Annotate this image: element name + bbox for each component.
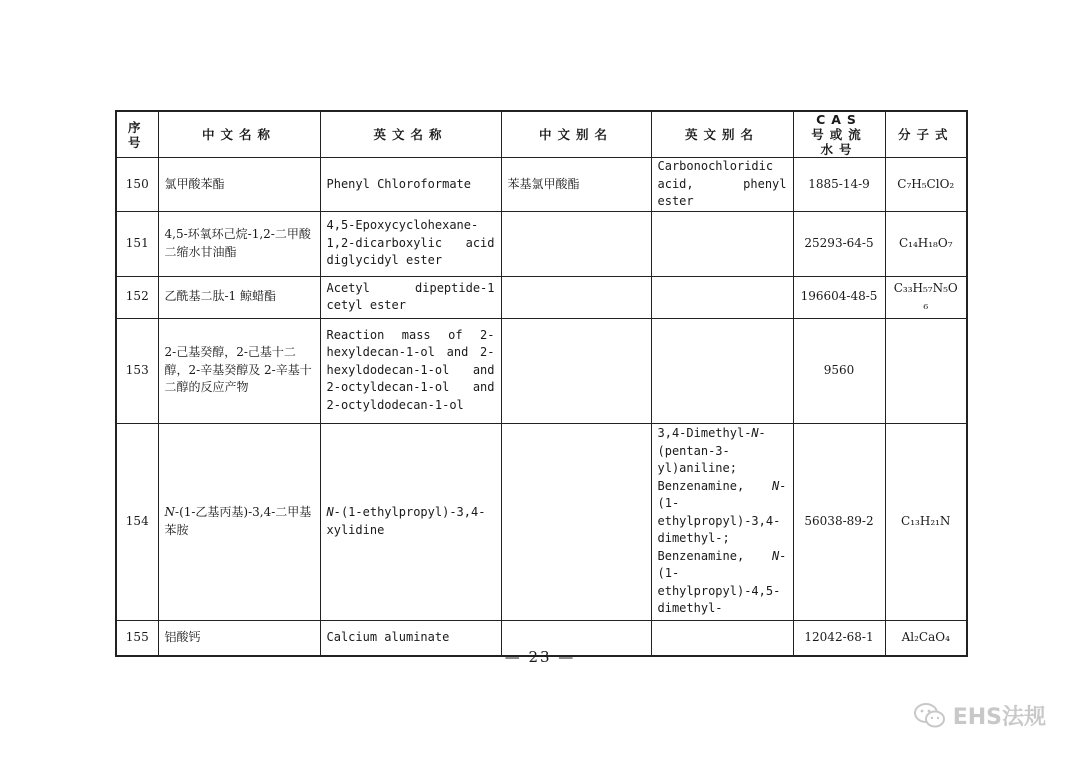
- row-zh-name: 乙酰基二肽-1 鲸蜡酯: [158, 276, 320, 318]
- row-zh-name: 4,5-环氧环己烷-1,2-二甲酸二缩水甘油酯: [158, 211, 320, 276]
- row-formula: C₁₄H₁₈O₇: [885, 211, 967, 276]
- row-cas: 1885-14-9: [793, 158, 885, 212]
- row-cas: 9560: [793, 318, 885, 423]
- row-zh-alias: 苯基氯甲酸酯: [501, 158, 651, 212]
- row-zh-name: N-(1-乙基丙基)-3,4-二甲基苯胺: [158, 423, 320, 620]
- row-en-name: Acetyl dipeptide-1 cetyl ester: [320, 276, 501, 318]
- row-zh-name: 铝酸钙: [158, 620, 320, 656]
- row-en-alias: [651, 276, 793, 318]
- header-num: 序号: [116, 111, 158, 158]
- watermark-text: EHS法规: [952, 705, 1046, 730]
- n-prefix: N-: [326, 505, 341, 519]
- table-row: [116, 423, 967, 620]
- watermark: [913, 700, 1046, 731]
- n-prefix: N-: [164, 505, 180, 519]
- row-cas: 12042-68-1: [793, 620, 885, 656]
- row-num: 155: [116, 620, 158, 656]
- row-zh-alias: [501, 423, 651, 620]
- row-cas: 56038-89-2: [793, 423, 885, 620]
- row-formula: [885, 318, 967, 423]
- table-row: [116, 276, 967, 318]
- header-formula: 分子式: [885, 111, 967, 158]
- row-formula: C₁₃H₂₁N: [885, 423, 967, 620]
- row-en-name: Phenyl Chloroformate: [320, 158, 501, 212]
- row-cas: 25293-64-5: [793, 211, 885, 276]
- row-num: 151: [116, 211, 158, 276]
- row-en-name: N-(1-ethylpropyl)-3,4-xylidine: [320, 423, 501, 620]
- row-formula: C₇H₅ClO₂: [885, 158, 967, 212]
- row-en-alias: [651, 318, 793, 423]
- row-cas: 196604-48-5: [793, 276, 885, 318]
- row-num: 152: [116, 276, 158, 318]
- row-en-name: 4,5-Epoxycyclohexane-1,2-dicarboxylic acid diglycidyl ester: [320, 211, 501, 276]
- row-formula: C₃₃H₅₇N₅O₆: [885, 276, 967, 318]
- row-zh-alias: [501, 211, 651, 276]
- row-formula: Al₂CaO₄: [885, 620, 967, 656]
- header-en-alias: 英文别名: [651, 111, 793, 158]
- row-en-alias: [651, 211, 793, 276]
- header-zh-alias: 中文别名: [501, 111, 651, 158]
- table-row: [116, 318, 967, 423]
- header-en-name: 英文名称: [320, 111, 501, 158]
- row-en-alias: 3,4-Dimethyl-N-(pentan-3-yl)aniline; Benzenamine, N-(1-ethylpropyl)-3,4-dimethyl-; Benzenamine, N-(1-ethylpropyl)-4,5-dimethyl-: [651, 423, 793, 620]
- row-en-name: Calcium aluminate: [320, 620, 501, 656]
- chemical-list-table: [115, 110, 968, 657]
- page-number: — 23 —: [504, 648, 576, 666]
- row-num: 154: [116, 423, 158, 620]
- row-zh-alias: [501, 318, 651, 423]
- row-zh-name: 2-己基癸醇，2-己基十二醇，2-辛基癸醇及 2-辛基十二醇的反应产物: [158, 318, 320, 423]
- row-zh-alias: [501, 276, 651, 318]
- table-header-row: [116, 111, 967, 158]
- table-row: [116, 158, 967, 212]
- row-zh-name: 氯甲酸苯酯: [158, 158, 320, 212]
- row-en-name: Reaction mass of 2-hexyldecan-1-ol and 2-hexyldodecan-1-ol and 2-octyldecan-1-ol and 2-octyldodecan-1-ol: [320, 318, 501, 423]
- row-num: 150: [116, 158, 158, 212]
- header-cas: CAS 号或流水号: [793, 111, 885, 158]
- wechat-icon: [913, 702, 947, 730]
- table-row: [116, 211, 967, 276]
- row-en-alias: Carbonochloridic acid, phenyl ester: [651, 158, 793, 212]
- row-num: 153: [116, 318, 158, 423]
- header-zh-name: 中文名称: [158, 111, 320, 158]
